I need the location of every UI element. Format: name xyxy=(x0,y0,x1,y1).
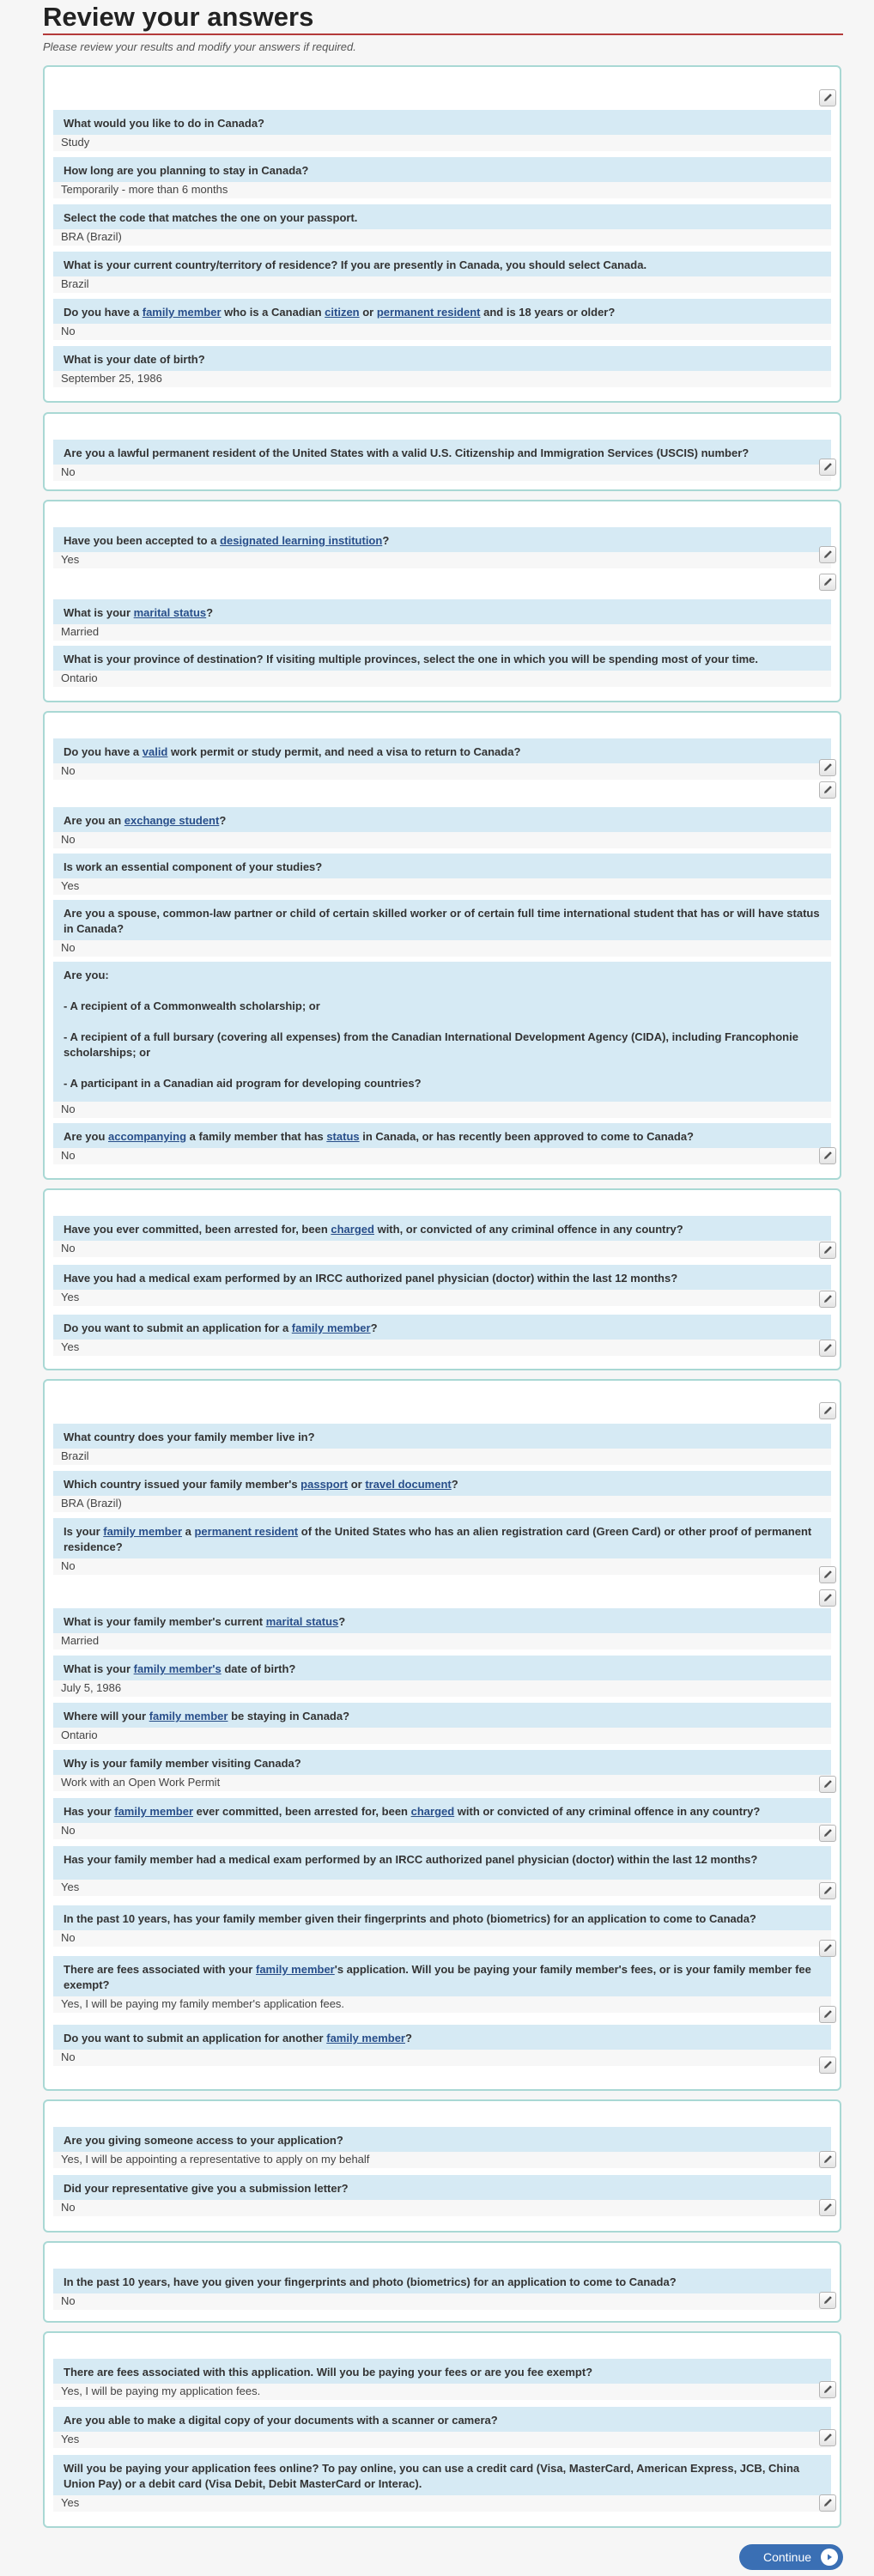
question-label xyxy=(53,157,831,182)
pencil-icon xyxy=(822,1828,833,1838)
question-text: Where will your xyxy=(64,1710,149,1722)
answer-value: No xyxy=(53,1148,831,1164)
question-text: Do you have a xyxy=(64,306,143,319)
answer-value: Brazil xyxy=(53,276,831,293)
edit-answer-button[interactable] xyxy=(819,781,836,799)
question-text: Are you able to make a digital copy of your documents with a scanner or camera? xyxy=(64,2414,498,2427)
question-row xyxy=(53,1608,831,1649)
question-text: What is your current country/territory of residence? If you are presently in Canada, you should select Canada. xyxy=(64,258,647,271)
edit-answer-button[interactable] xyxy=(819,1589,836,1607)
question-text: Which country issued your family member's xyxy=(64,1478,301,1491)
question-label xyxy=(53,1518,831,1558)
question-label xyxy=(53,900,831,940)
page-subtitle: Please review your results and modify your answers if required. xyxy=(43,40,356,53)
question-text: Why is your family member visiting Canada? xyxy=(64,1757,301,1770)
glossary-link[interactable]: family member xyxy=(291,1321,371,1334)
question-text: Do you have a xyxy=(64,745,143,758)
question-row xyxy=(53,807,831,848)
question-label xyxy=(53,299,831,324)
question-row xyxy=(53,738,831,780)
question-text: Have you been accepted to a xyxy=(64,534,221,547)
question-label xyxy=(53,1798,831,1823)
question-label xyxy=(53,1265,831,1290)
pencil-icon xyxy=(822,762,833,773)
question-text: ever committed, been arrested for, been xyxy=(193,1805,411,1818)
question-row xyxy=(53,2455,831,2512)
question-label xyxy=(53,599,831,624)
question-row xyxy=(53,2269,831,2310)
edit-answer-button[interactable] xyxy=(819,2429,836,2446)
answer-value: No xyxy=(53,324,831,340)
question-label xyxy=(53,204,831,229)
question-row xyxy=(53,2127,831,2168)
answer-value: Yes xyxy=(53,552,831,568)
question-text: in Canada, or has recently been approved to come to Canada? xyxy=(359,1130,694,1143)
question-text: In the past 10 years, has your family member given their fingerprints and photo (biometrics) for an application to come to Canada? xyxy=(64,1912,756,1925)
question-label xyxy=(53,1608,831,1633)
question-label xyxy=(53,1123,831,1148)
question-label xyxy=(53,440,831,465)
question-text: ? xyxy=(219,814,227,827)
question-row xyxy=(53,299,831,340)
pencil-icon xyxy=(822,1406,833,1416)
question-label xyxy=(53,807,831,832)
answer-value: No xyxy=(53,1102,831,1118)
question-text: a xyxy=(182,1525,195,1538)
answer-value: Ontario xyxy=(53,671,831,687)
question-row xyxy=(53,2025,831,2066)
question-text: be staying in Canada? xyxy=(228,1710,350,1722)
question-label xyxy=(53,2269,831,2293)
question-text: or xyxy=(359,306,377,319)
question-text: Is work an essential component of your studies? xyxy=(64,860,323,873)
question-label xyxy=(53,1703,831,1728)
question-row xyxy=(53,1798,831,1839)
answer-value: BRA (Brazil) xyxy=(53,1496,831,1512)
page-title: Review your answers xyxy=(43,2,314,32)
question-row xyxy=(53,110,831,151)
answer-value: No xyxy=(53,1241,831,1257)
question-label xyxy=(53,110,831,135)
edit-answer-button[interactable] xyxy=(819,1402,836,1419)
question-label xyxy=(53,1656,831,1680)
glossary-link[interactable]: travel document xyxy=(365,1478,452,1491)
pencil-icon xyxy=(822,1943,833,1953)
question-text: who is a Canadian xyxy=(221,306,325,319)
edit-answer-button[interactable] xyxy=(819,1776,836,1793)
edit-answer-button[interactable] xyxy=(819,2006,836,2023)
pencil-icon xyxy=(822,462,833,472)
answer-value: No xyxy=(53,1558,831,1575)
answer-value: No xyxy=(53,940,831,957)
question-text: work permit or study permit, and need a visa to return to Canada? xyxy=(167,745,521,758)
edit-answer-button[interactable] xyxy=(819,546,836,563)
question-row xyxy=(53,252,831,293)
question-text: Did your representative give you a submission letter? xyxy=(64,2182,349,2195)
question-text: Are you a spouse, common-law partner or child of certain skilled worker or of certain full time international student that has or will have status in Canada? xyxy=(64,907,820,935)
pencil-icon xyxy=(822,1779,833,1789)
question-label xyxy=(53,2025,831,2050)
question-row xyxy=(53,1750,831,1791)
question-text: or xyxy=(348,1478,366,1491)
question-text: There are fees associated with this application. Will you be paying your fees or are you fee exempt? xyxy=(64,2366,593,2379)
pencil-icon xyxy=(822,577,833,587)
question-label xyxy=(53,527,831,552)
pencil-icon xyxy=(822,93,833,103)
answer-value: Yes xyxy=(53,1880,831,1896)
question-text: and is 18 years or older? xyxy=(480,306,616,319)
question-label xyxy=(53,1956,831,1996)
question-paragraph: Are you: xyxy=(64,969,109,981)
question-text: Do you want to submit an application for another xyxy=(64,2032,327,2044)
question-text: Are you an xyxy=(64,814,124,827)
glossary-link[interactable]: family member xyxy=(114,1805,194,1818)
question-row xyxy=(53,1846,831,1896)
question-text: What is your date of birth? xyxy=(64,353,205,366)
glossary-link[interactable]: charged xyxy=(331,1223,374,1236)
question-text: ? xyxy=(338,1615,346,1628)
arrow-right-circle-icon xyxy=(821,2549,838,2566)
question-label xyxy=(53,1471,831,1496)
question-row xyxy=(53,1656,831,1697)
question-text: 's application. Will you be paying your family member's fees, or is your family member fee exempt? xyxy=(64,1963,811,1991)
question-row xyxy=(53,1265,831,1306)
glossary-link[interactable]: family member's xyxy=(133,1662,222,1675)
review-section xyxy=(43,1379,841,2091)
answer-value: No xyxy=(53,2200,831,2216)
review-section xyxy=(43,500,841,702)
title-divider xyxy=(43,33,843,35)
glossary-link[interactable]: valid xyxy=(142,745,168,758)
answer-value: Yes, I will be paying my family member's application fees. xyxy=(53,1996,831,2013)
question-text: ? xyxy=(451,1478,458,1491)
answer-value: BRA (Brazil) xyxy=(53,229,831,246)
question-label xyxy=(53,1424,831,1449)
answer-value: Married xyxy=(53,1633,831,1649)
question-text: a family member that has xyxy=(186,1130,327,1143)
edit-answer-button[interactable] xyxy=(819,1882,836,1899)
edit-answer-button[interactable] xyxy=(819,1242,836,1259)
question-row xyxy=(53,599,831,641)
answer-value: Yes xyxy=(53,2432,831,2448)
pencil-icon xyxy=(822,2009,833,2020)
edit-answer-button[interactable] xyxy=(819,1566,836,1583)
glossary-link[interactable]: marital status xyxy=(133,606,207,619)
glossary-link[interactable]: family member xyxy=(149,1710,228,1722)
glossary-link[interactable]: accompanying xyxy=(108,1130,187,1143)
question-row xyxy=(53,1123,831,1164)
question-text: Will you be paying your application fees online? To pay online, you can use a credit card (Visa, MasterCard, American Express, JCB, China Union Pay) or a debit card (Visa Debit, Debit MasterCard or Interac). xyxy=(64,2462,800,2490)
question-text: Are you xyxy=(64,1130,109,1143)
answer-value: No xyxy=(53,2050,831,2066)
question-text: Is your xyxy=(64,1525,104,1538)
glossary-link[interactable]: family member xyxy=(103,1525,183,1538)
question-text: date of birth? xyxy=(221,1662,296,1675)
question-row xyxy=(53,1315,831,1356)
edit-answer-button[interactable] xyxy=(819,2199,836,2216)
pencil-icon xyxy=(822,2060,833,2070)
edit-answer-button[interactable] xyxy=(819,574,836,591)
question-text: What is your xyxy=(64,1662,134,1675)
answer-value: No xyxy=(53,465,831,481)
question-row xyxy=(53,1471,831,1512)
glossary-link[interactable]: permanent resident xyxy=(194,1525,299,1538)
question-paragraph: - A participant in a Canadian aid program for developing countries? xyxy=(64,1077,422,1090)
question-label xyxy=(53,1315,831,1340)
question-row xyxy=(53,646,831,687)
question-text: What country does your family member live in? xyxy=(64,1431,315,1443)
question-text: What is your xyxy=(64,606,134,619)
question-label xyxy=(53,2127,831,2152)
question-row xyxy=(53,527,831,568)
answer-value: Yes, I will be paying my application fees. xyxy=(53,2384,831,2400)
glossary-link[interactable]: family member xyxy=(326,2032,405,2044)
review-section xyxy=(43,2331,841,2528)
answer-value: Ontario xyxy=(53,1728,831,1744)
question-paragraph: - A recipient of a Commonwealth scholarship; or xyxy=(64,999,320,1012)
question-text: There are fees associated with your xyxy=(64,1963,256,1976)
question-row xyxy=(53,1956,831,2013)
edit-answer-button[interactable] xyxy=(819,1340,836,1357)
pencil-icon xyxy=(822,1151,833,1161)
glossary-link[interactable]: marital status xyxy=(265,1615,339,1628)
question-row xyxy=(53,2407,831,2448)
question-text: Do you want to submit an application for a xyxy=(64,1321,292,1334)
question-text: with or convicted of any criminal offence in any country? xyxy=(454,1805,761,1818)
question-text: Select the code that matches the one on your passport. xyxy=(64,211,358,224)
pencil-icon xyxy=(822,1570,833,1580)
question-text: ? xyxy=(405,2032,412,2044)
question-text: Has your family member had a medical exam performed by an IRCC authorized panel physician (doctor) within the last 12 months? xyxy=(64,1853,758,1866)
answer-value: Work with an Open Work Permit xyxy=(53,1775,831,1791)
question-row xyxy=(53,1424,831,1465)
question-row xyxy=(53,854,831,895)
question-label xyxy=(53,1750,831,1775)
question-label xyxy=(53,2407,831,2432)
glossary-link[interactable]: citizen xyxy=(325,306,360,319)
glossary-link[interactable]: status xyxy=(326,1130,360,1143)
review-section xyxy=(43,65,841,403)
question-row xyxy=(53,1216,831,1257)
answer-value: Yes xyxy=(53,878,831,895)
question-label xyxy=(53,962,831,1102)
continue-button[interactable] xyxy=(739,2544,843,2570)
glossary-link[interactable]: passport xyxy=(300,1478,349,1491)
pencil-icon xyxy=(822,785,833,795)
answer-value: Married xyxy=(53,624,831,641)
answer-value: No xyxy=(53,1823,831,1839)
question-label xyxy=(53,2455,831,2495)
question-row xyxy=(53,1905,831,1947)
pencil-icon xyxy=(822,1343,833,1353)
question-text: What is your province of destination? If visiting multiple provinces, select the one in which you will be spending most of your time. xyxy=(64,653,758,665)
edit-answer-button[interactable] xyxy=(819,1291,836,1308)
question-text: Has your xyxy=(64,1805,115,1818)
edit-answer-button[interactable] xyxy=(819,2057,836,2074)
question-row xyxy=(53,440,831,481)
question-label xyxy=(53,1216,831,1241)
question-text: Are you a lawful permanent resident of the United States with a valid U.S. Citizenship and Immigration Services (USCIS) number? xyxy=(64,447,750,459)
answer-value: Temporarily - more than 6 months xyxy=(53,182,831,198)
question-label xyxy=(53,854,831,878)
question-text: How long are you planning to stay in Canada? xyxy=(64,164,309,177)
question-text: What is your family member's current xyxy=(64,1615,266,1628)
question-label xyxy=(53,646,831,671)
edit-answer-button[interactable] xyxy=(819,759,836,776)
answer-value: Yes xyxy=(53,1340,831,1356)
pencil-icon xyxy=(822,1593,833,1603)
answer-value: Study xyxy=(53,135,831,151)
pencil-icon xyxy=(822,550,833,560)
review-section xyxy=(43,711,841,1180)
question-row xyxy=(53,204,831,246)
question-text: Are you giving someone access to your application? xyxy=(64,2134,343,2147)
question-text: ? xyxy=(370,1321,378,1334)
question-label xyxy=(53,1846,831,1880)
glossary-link[interactable]: family member xyxy=(142,306,222,319)
question-row xyxy=(53,346,831,387)
pencil-icon xyxy=(822,2498,833,2508)
edit-answer-button[interactable] xyxy=(819,1825,836,1842)
pencil-icon xyxy=(822,2433,833,2443)
question-paragraph: - A recipient of a full bursary (covering all expenses) from the Canadian International Development Agency (CIDA), including Francophonie scholarships; or xyxy=(64,1030,798,1059)
pencil-icon xyxy=(822,2202,833,2213)
question-label xyxy=(53,2175,831,2200)
glossary-link[interactable]: charged xyxy=(410,1805,455,1818)
answer-value: No xyxy=(53,1930,831,1947)
question-row xyxy=(53,1518,831,1575)
answer-value: No xyxy=(53,832,831,848)
glossary-link[interactable]: exchange student xyxy=(124,814,220,827)
answer-value: Yes, I will be appointing a representative to apply on my behalf xyxy=(53,2152,831,2168)
question-text: of the United States who has an alien registration card (Green Card) or other proof of permanent residence? xyxy=(64,1525,812,1553)
glossary-link[interactable]: family member xyxy=(255,1963,335,1976)
glossary-link[interactable]: designated learning institution xyxy=(220,534,383,547)
question-row xyxy=(53,2359,831,2400)
pencil-icon xyxy=(822,2154,833,2165)
review-section xyxy=(43,2099,841,2233)
question-label xyxy=(53,252,831,276)
pencil-icon xyxy=(822,1294,833,1304)
question-row xyxy=(53,2175,831,2216)
review-section xyxy=(43,1188,841,1370)
answer-value: No xyxy=(53,2293,831,2310)
question-text: ? xyxy=(382,534,390,547)
question-label xyxy=(53,346,831,371)
question-label xyxy=(53,738,831,763)
answer-value: Brazil xyxy=(53,1449,831,1465)
pencil-icon xyxy=(822,1886,833,1896)
question-text: Have you had a medical exam performed by an IRCC authorized panel physician (doctor) within the last 12 months? xyxy=(64,1272,678,1285)
edit-answer-button[interactable] xyxy=(819,2381,836,2398)
edit-answer-button[interactable] xyxy=(819,1147,836,1164)
pencil-icon xyxy=(822,2295,833,2306)
pencil-icon xyxy=(822,2385,833,2395)
edit-answer-button[interactable] xyxy=(819,459,836,476)
answer-value: No xyxy=(53,763,831,780)
pencil-icon xyxy=(822,1245,833,1255)
answer-value: September 25, 1986 xyxy=(53,371,831,387)
question-text: What would you like to do in Canada? xyxy=(64,117,264,130)
question-row xyxy=(53,1703,831,1744)
glossary-link[interactable]: permanent resident xyxy=(376,306,481,319)
edit-answer-button[interactable] xyxy=(819,1940,836,1957)
answer-value: Yes xyxy=(53,1290,831,1306)
edit-answer-button[interactable] xyxy=(819,2494,836,2512)
question-text: In the past 10 years, have you given your fingerprints and photo (biometrics) for an application to come to Canada? xyxy=(64,2275,677,2288)
answer-value: Yes xyxy=(53,2495,831,2512)
question-text: Have you ever committed, been arrested for, been xyxy=(64,1223,331,1236)
question-text: ? xyxy=(206,606,214,619)
answer-value: July 5, 1986 xyxy=(53,1680,831,1697)
question-row xyxy=(53,962,831,1118)
edit-answer-button[interactable] xyxy=(819,2292,836,2309)
question-row xyxy=(53,157,831,198)
edit-answer-button[interactable] xyxy=(819,89,836,106)
continue-label: Continue xyxy=(763,2550,812,2564)
question-label xyxy=(53,1905,831,1930)
review-section xyxy=(43,412,841,491)
question-text: with, or convicted of any criminal offence in any country? xyxy=(373,1223,683,1236)
review-section xyxy=(43,2241,841,2323)
question-label xyxy=(53,2359,831,2384)
question-row xyxy=(53,900,831,957)
edit-answer-button[interactable] xyxy=(819,2151,836,2168)
